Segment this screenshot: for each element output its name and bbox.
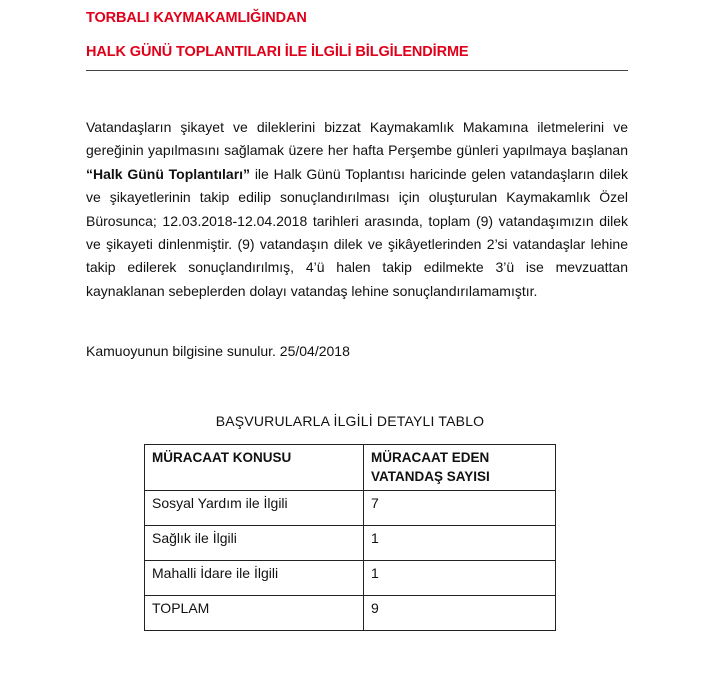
table-row [145, 526, 556, 561]
row-count: 1 [364, 561, 556, 596]
table-title: BAŞVURULARLA İLGİLİ DETAYLI TABLO [215, 413, 485, 429]
closing-statement: Kamuoyunun bilgisine sunulur. 25/04/2018 [86, 343, 350, 359]
row-subject: Mahalli İdare ile İlgili [145, 561, 364, 596]
document-title: TORBALI KAYMAKAMLIĞINDAN [86, 10, 307, 26]
paragraph-text-end: ile Halk Günü Toplantısı haricinde gelen vatandaşların dilek ve şikayetlerinin takip edilip sonuçlandırılması için oluşturulan Kaymakamlık Özel Bürosunca; 12.03.2018-12.04.2018 tarihleri arasında, toplam (9) vatandaşımızın dilek ve şikayeti dinlenmiştir. (9) vatandaşın dilek ve şikâyetlerinden 2’si vatandaşlar lehine takip edilerek sonuçlandırılmış, 4’ü halen takip edilmekte 3’ü ise mevzuattan kaynaklanan sebeplerden dolayı vatandaş lehine sonuçlandırılamamıştır. [86, 165, 629, 299]
table-row [145, 491, 556, 526]
header-divider [86, 70, 628, 71]
applications-table [144, 444, 556, 631]
row-subject: Sosyal Yardım ile İlgili [145, 491, 364, 526]
table-header-row [145, 445, 556, 491]
row-count: 1 [364, 526, 556, 561]
header-citizen-count: MÜRACAAT EDEN VATANDAŞ SAYISI [364, 445, 556, 491]
document-header [86, 8, 628, 79]
total-label: TOPLAM [145, 596, 364, 631]
header-subject: MÜRACAAT KONUSU [145, 445, 364, 491]
row-count: 7 [364, 491, 556, 526]
body-paragraph [86, 116, 628, 303]
table-row [145, 561, 556, 596]
paragraph-text-start: Vatandaşların şikayet ve dileklerini bizzat Kaymakamlık Makamına iletmelerini ve gereğinin yapılmasını sağlamak üzere her hafta Perşembe günleri yapılmaya başlanan [86, 119, 628, 159]
total-count: 9 [364, 596, 556, 631]
paragraph-emphasis: “Halk Günü Toplantıları” [86, 165, 251, 182]
table-row-total [145, 596, 556, 631]
row-subject: Sağlık ile İlgili [145, 526, 364, 561]
document-subtitle: HALK GÜNÜ TOPLANTILARI İLE İLGİLİ BİLGİLENDİRME [86, 44, 469, 60]
